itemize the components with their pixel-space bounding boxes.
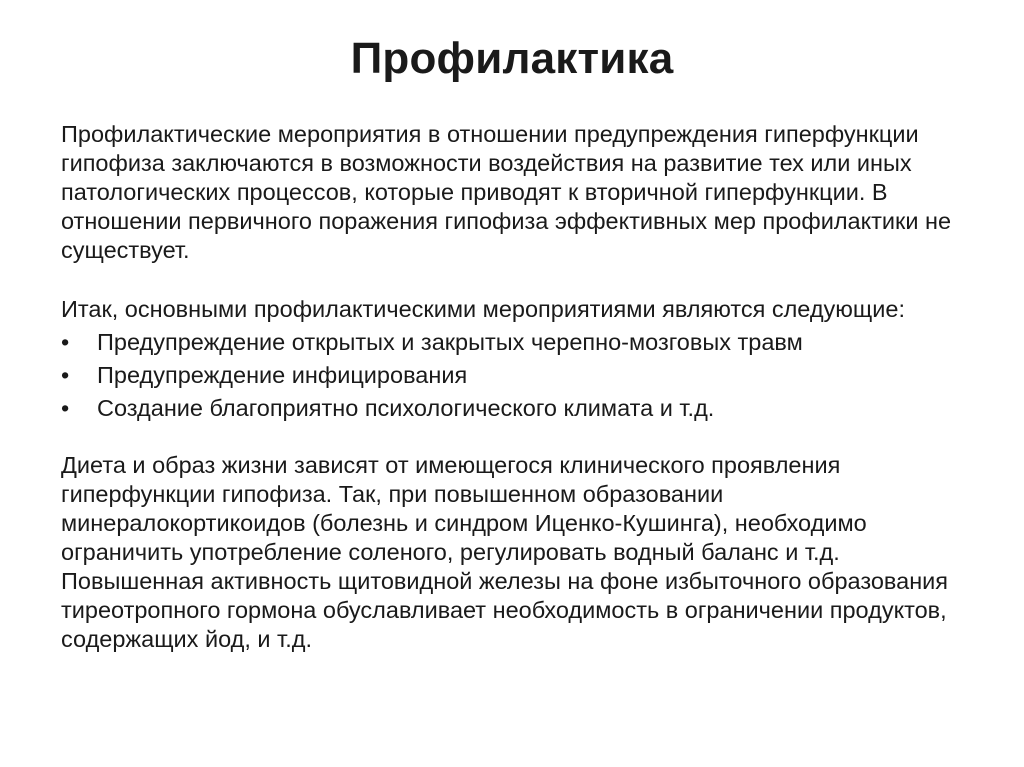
list-item-text: Предупреждение открытых и закрытых черепно-мозговых травм: [97, 329, 803, 355]
bullet-dot: •: [61, 362, 70, 388]
list-item: [61, 394, 961, 423]
list-item-text: Создание благоприятно психологического климата и т.д.: [97, 395, 715, 421]
slide-body: [61, 120, 961, 654]
list-item-text: Предупреждение инфицирования: [97, 362, 468, 388]
measures-list: [61, 328, 961, 423]
slide-title: Профилактика: [350, 34, 674, 83]
bullet-dot: •: [61, 329, 70, 355]
list-item: [61, 361, 961, 390]
bullet-dot: •: [61, 395, 70, 421]
paragraph-prevention-intro: Профилактические мероприятия в отношении предупреждения гиперфункции гипофиза заключаются в возможности воздействия на развитие тех или иных патологических процессов, которые приводят к вторичной гиперфункции. В отношении первичного поражения гипофиза эффективных мер профилактики не существует.: [61, 121, 952, 263]
list-item: [61, 328, 961, 357]
paragraph-measures-lead: Итак, основными профилактическими мероприятиями являются следующие:: [61, 296, 905, 322]
paragraph-diet-lifestyle: Диета и образ жизни зависят от имеющегося клинического проявления гиперфункции гипофиза. Так, при повышенном образовании минералокортикоидов (болезнь и синдром Иценко-Кушинга), необходимо ограничить употребление соленого, регулировать водный баланс и т.д. Повышенная активность щитовидной железы на фоне избыточного образования тиреотропного гормона обуславливает необходимость в ограничении продуктов, содержащих йод, и т.д.: [61, 452, 949, 652]
